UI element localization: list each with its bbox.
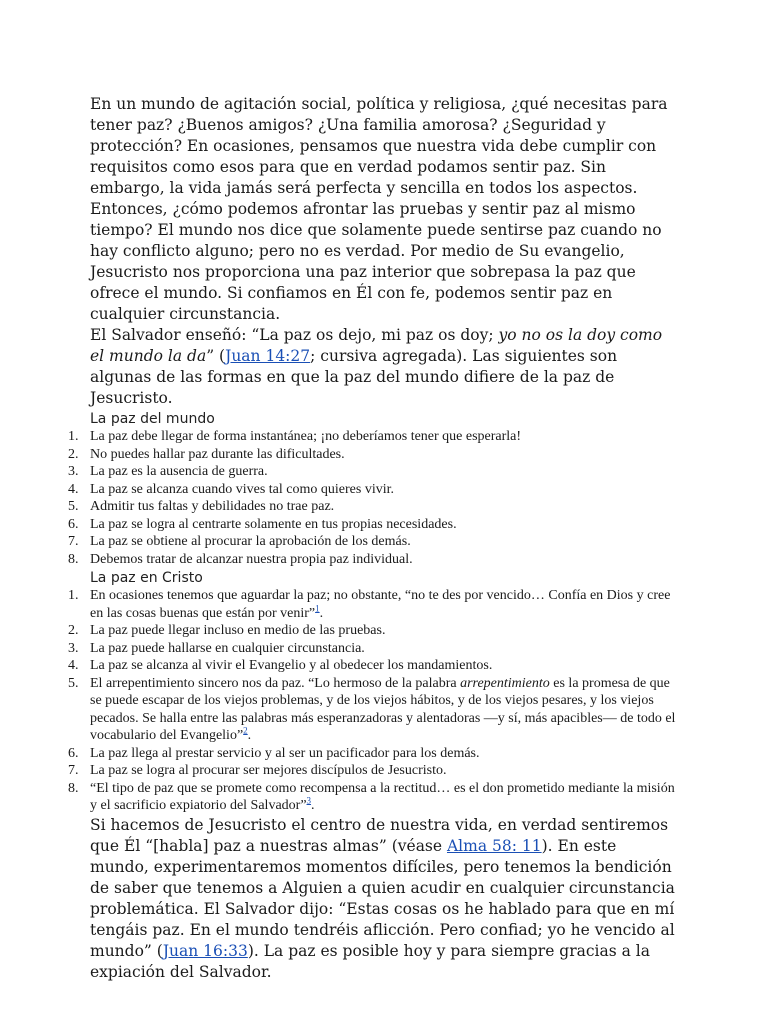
closing-text-3: ). La paz es posible hoy y para siempre gracias a la expiación del Salvador. xyxy=(90,941,650,981)
list-number: 4. xyxy=(68,658,79,673)
list-item xyxy=(68,640,680,658)
list-text: No puedes hallar paz durante las dificultades. xyxy=(90,446,345,462)
world-peace-list xyxy=(68,428,680,568)
list-item xyxy=(68,481,680,499)
footnote-link-3[interactable]: 3 xyxy=(306,795,312,806)
footnote-link-1[interactable]: 1 xyxy=(315,602,320,613)
list-number: 5. xyxy=(68,499,79,514)
list-item xyxy=(68,622,680,640)
list-text-end: . xyxy=(319,605,324,621)
list-text: “El tipo de paz que se promete como recompensa a la rectitud… es el don prometido mediante la misión y el sacrificio expiatorio del Salvador” xyxy=(90,780,675,813)
scripture-link-alma-58-11[interactable]: Alma 58: 11 xyxy=(446,836,542,855)
list-number: 8. xyxy=(68,780,79,796)
list-item xyxy=(68,762,680,780)
footnote-link-2[interactable]: 2 xyxy=(243,725,248,736)
closing-text-1: Si hacemos de Jesucristo el centro de nuestra vida, en verdad sentiremos que Él “[habla] paz a nuestras almas” (véase xyxy=(90,815,669,855)
list-text: La paz se logra al centrarte solamente en tus propias necesidades. xyxy=(90,516,457,532)
quote-before: El Salvador enseñó: “La paz os dejo, mi paz os doy; xyxy=(90,326,499,344)
list-number: 1. xyxy=(68,429,79,444)
list-text: La paz se logra al procurar ser mejores discípulos de Jesucristo. xyxy=(90,763,447,778)
scripture-link-juan-14-27[interactable]: Juan 14:27 xyxy=(225,347,311,365)
article-body xyxy=(68,94,680,983)
list-number: 2. xyxy=(68,623,79,638)
list-number: 1. xyxy=(68,588,79,603)
intro-text: En un mundo de agitación social, política y religiosa, ¿qué necesitas para tener paz? ¿Buenos amigos? ¿Una familia amorosa? ¿Seguridad y protección? En ocasiones, pensamos que nuestra vida debe cumplir con requisitos como esos para que en verdad podamos sentir paz. Sin embargo, la vida jamás será perfecta y sencilla en todos los aspectos. Entonces, ¿cómo podemos afrontar las pruebas y sentir paz al mismo tiempo? El mundo nos dice que solamente puede sentirse paz cuando no hay conflicto alguno; pero no es verdad. Por medio de Su evangelio, Jesucristo nos proporciona una paz interior que sobrepasa la paz que ofrece el mundo. Si confiamos en Él con fe, podemos sentir paz en cualquier circunstancia. xyxy=(90,95,668,323)
list-text-end: . xyxy=(247,728,252,743)
list-text: La paz puede hallarse en cualquier circunstancia. xyxy=(90,640,365,656)
list-text-continued: es la promesa de que se puede escapar de los viejos problemas, y de los viejos hábitos, y de los viejos pesares, y los viejos pecados. Se halla entre las palabras más esperanzadoras y alentadoras —y sí, más apacibles— de todo el vocabulario del Evangelio” xyxy=(90,675,676,743)
list-number: 7. xyxy=(68,534,79,549)
list-text: Admitir tus faltas y debilidades no trae paz. xyxy=(90,499,335,514)
intro-paragraph xyxy=(90,94,680,325)
closing-paragraph xyxy=(90,815,680,983)
list-text: Debemos tratar de alcanzar nuestra propia paz individual. xyxy=(90,551,413,567)
list-item xyxy=(68,498,680,516)
list-number: 2. xyxy=(68,446,79,462)
list-number: 7. xyxy=(68,763,79,778)
list-text: La paz debe llegar de forma instantánea; ¡no deberíamos tener que esperarla! xyxy=(90,429,522,444)
list-text: La paz se alcanza al vivir el Evangelio y al obedecer los mandamientos. xyxy=(90,658,493,673)
list-text: La paz es la ausencia de guerra. xyxy=(90,464,268,479)
list-text-italic: arrepentimiento xyxy=(460,675,550,691)
quote-close: ” ( xyxy=(206,347,226,365)
list-item xyxy=(68,675,680,745)
list-item xyxy=(68,428,680,446)
list-text: La paz se alcanza cuando vives tal como quieres vivir. xyxy=(90,481,394,497)
world-peace-heading: La paz del mundo xyxy=(90,411,215,427)
list-number: 3. xyxy=(68,640,79,656)
list-text: La paz puede llegar incluso en medio de las pruebas. xyxy=(90,623,386,638)
closing-text-2: ). En este mundo, experimentaremos momentos difíciles, pero tenemos la bendición de saber que tenemos a Alguien a quien acudir en cualquier circunstancia problemática. El Salvador dijo: “Estas cosas os he hablado para que en mí tengáis paz. En el mundo tendréis aflicción. Pero confiad; yo he vencido al mundo” ( xyxy=(90,836,675,960)
list-item xyxy=(68,446,680,464)
list-item xyxy=(68,745,680,763)
list-item xyxy=(68,533,680,551)
list-text-end: . xyxy=(311,798,315,813)
list-item xyxy=(68,657,680,675)
list-text: El arrepentimiento sincero nos da paz. “Lo hermoso de la palabra xyxy=(90,675,461,691)
list-number: 3. xyxy=(68,464,79,479)
quote-after: ; cursiva agregada). Las siguientes son algunas de las formas en que la paz del mundo difiere de la paz de Jesucristo. xyxy=(90,347,618,407)
list-number: 4. xyxy=(68,481,79,497)
list-number: 6. xyxy=(68,516,79,532)
list-number: 8. xyxy=(68,551,79,567)
list-item xyxy=(68,463,680,481)
scripture-link-juan-16-33[interactable]: Juan 16:33 xyxy=(162,941,248,960)
christ-peace-list xyxy=(68,587,680,815)
list-item xyxy=(68,780,680,815)
list-number: 5. xyxy=(68,675,79,691)
quote-paragraph xyxy=(90,325,680,409)
list-text: La paz se obtiene al procurar la aprobación de los demás. xyxy=(90,534,411,549)
list-item xyxy=(68,516,680,534)
list-item xyxy=(68,551,680,569)
quote-italic: yo no os la doy como el mundo la da xyxy=(90,326,663,365)
list-number: 6. xyxy=(68,745,79,761)
list-item xyxy=(68,587,680,622)
christ-peace-heading: La paz en Cristo xyxy=(90,570,203,586)
list-text: En ocasiones tenemos que aguardar la paz; no obstante, “no te des por vencido… Confía en Dios y cree en las cosas buenas que están por venir” xyxy=(90,588,671,621)
list-text: La paz llega al prestar servicio y al ser un pacificador para los demás. xyxy=(90,745,480,761)
